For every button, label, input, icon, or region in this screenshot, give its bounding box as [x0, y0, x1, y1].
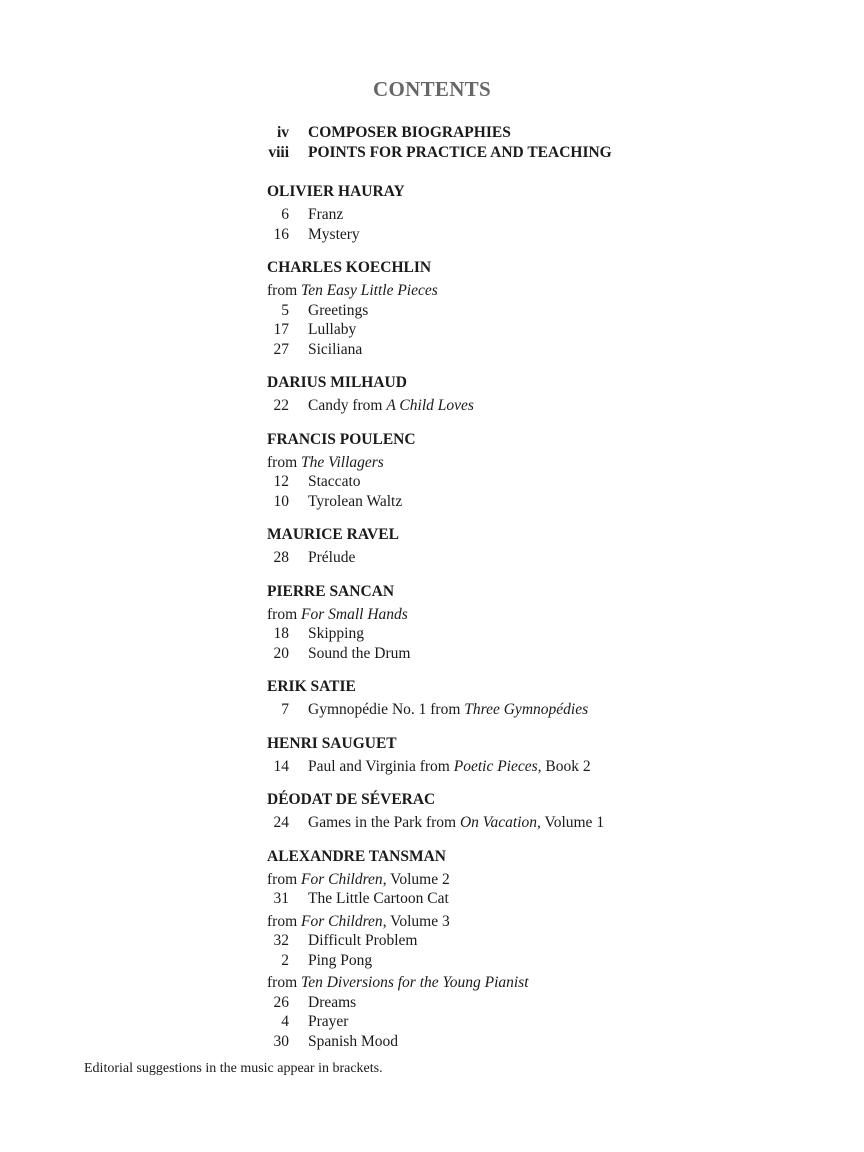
collection-line	[267, 453, 787, 473]
toc-entry[interactable]	[267, 340, 787, 360]
composer-section-poulenc	[267, 430, 787, 512]
from-label: from	[415, 757, 454, 775]
collection-line	[267, 605, 787, 625]
collection-title: Ten Easy Little Pieces	[301, 282, 438, 299]
volume-label: Book 2	[541, 757, 591, 775]
composer-name: PIERRE SANCAN	[267, 582, 395, 600]
composer-name: OLIVIER HAURAY	[267, 183, 405, 200]
piece-title: Siciliana	[308, 340, 363, 358]
piece-title: Sound the Drum	[308, 644, 411, 662]
toc-entry[interactable]	[267, 320, 787, 340]
page-number: 26	[273, 993, 289, 1011]
toc-entry[interactable]	[267, 396, 787, 416]
page-number: 27	[273, 340, 289, 358]
collection-title: Poetic Pieces,	[453, 757, 542, 775]
piece-title: Tyrolean Waltz	[308, 492, 403, 510]
collection-line	[267, 281, 787, 301]
piece-title: The Little Cartoon Cat	[308, 890, 449, 907]
collection-title: On Vacation,	[459, 814, 541, 831]
composer-section-tansman	[267, 847, 787, 1052]
page-number: 2	[281, 951, 289, 969]
page-number: 17	[273, 321, 289, 338]
piece-title: Mystery	[308, 225, 360, 243]
page-number: 18	[273, 625, 289, 642]
composer-section-severac	[267, 790, 787, 833]
entry-title: COMPOSER BIOGRAPHIES	[308, 124, 511, 141]
piece-title: Staccato	[308, 473, 361, 490]
toc-entry[interactable]	[267, 225, 787, 245]
toc-entry[interactable]	[267, 624, 787, 644]
toc-entry[interactable]	[267, 700, 787, 720]
page-number: 4	[281, 1013, 289, 1030]
volume-label: , Volume 3	[382, 912, 450, 930]
piece-title	[308, 813, 604, 833]
collection-line	[267, 973, 787, 993]
composer-section-hauray	[267, 182, 787, 244]
from-label: from	[267, 282, 302, 299]
page-number: viii	[268, 143, 289, 161]
from-label: from	[267, 974, 302, 991]
toc-entry[interactable]	[267, 301, 787, 321]
toc-entry-points-for-practice[interactable]	[267, 143, 787, 163]
toc-entry[interactable]	[267, 951, 787, 971]
toc-entry[interactable]	[267, 548, 787, 568]
piece-title	[308, 396, 474, 416]
collection-title: Three Gymnopédies	[464, 701, 589, 718]
composer-section-ravel	[267, 525, 787, 568]
toc-entry[interactable]	[267, 931, 787, 951]
composer-section-sauguet	[267, 734, 787, 777]
volume-label: , Volume 2	[382, 870, 450, 888]
composer-section-sancan	[267, 582, 787, 664]
editorial-footnote: Editorial suggestions in the music appear in brackets.	[84, 1061, 383, 1076]
page-number: iv	[276, 124, 289, 141]
page-number: 31	[273, 890, 289, 907]
toc-entry[interactable]	[267, 492, 787, 512]
collection-title: The Villagers	[301, 453, 384, 471]
page-number: 24	[273, 814, 289, 831]
toc-entry[interactable]	[267, 205, 787, 225]
piece-name: Candy	[308, 397, 349, 414]
piece-title: Prayer	[308, 1013, 349, 1030]
toc-entry-composer-biographies[interactable]	[267, 123, 787, 143]
from-label: from	[267, 605, 302, 623]
toc-entry[interactable]	[267, 1012, 787, 1032]
collection-line	[267, 912, 787, 932]
collection-title: A Child Loves	[386, 397, 474, 414]
page-number: 5	[281, 301, 289, 319]
piece-name: Gymnopédie No. 1	[308, 701, 427, 718]
entry-title: POINTS FOR PRACTICE AND TEACHING	[308, 143, 612, 161]
collection-title: For Small Hands	[301, 605, 408, 623]
page-number: 22	[273, 397, 289, 414]
from-label: from	[422, 814, 460, 831]
from-label: from	[267, 453, 302, 471]
from-label: from	[267, 870, 302, 888]
collection-title: For Children	[301, 870, 383, 888]
from-label: from	[348, 397, 387, 414]
page-number: 28	[273, 549, 289, 566]
composer-section-satie	[267, 677, 787, 720]
page-title: CONTENTS	[373, 77, 491, 101]
page-number: 10	[273, 492, 289, 510]
composer-name: MAURICE RAVEL	[267, 526, 399, 543]
composer-section-milhaud	[267, 373, 787, 416]
table-of-contents	[267, 123, 787, 1051]
from-label: from	[267, 912, 302, 930]
page-number: 7	[281, 701, 289, 718]
toc-entry[interactable]	[267, 889, 787, 909]
page-number: 14	[273, 757, 289, 775]
composer-name: FRANCIS POULENC	[267, 430, 416, 448]
piece-title: Greetings	[308, 301, 369, 319]
composer-name: HENRI SAUGUET	[267, 734, 397, 752]
toc-entry[interactable]	[267, 1032, 787, 1052]
toc-entry[interactable]	[267, 813, 787, 833]
piece-title	[308, 700, 588, 720]
piece-title: Prélude	[308, 549, 356, 566]
page-number: 30	[273, 1032, 289, 1050]
collection-title: Ten Diversions for the Young Pianist	[301, 974, 529, 991]
collection-line	[267, 870, 787, 890]
piece-title: Franz	[308, 206, 344, 223]
composer-name: DÉODAT DE SÉVERAC	[267, 791, 436, 808]
composer-name: ERIK SATIE	[267, 678, 356, 695]
piece-name: Games in the Park	[308, 814, 423, 831]
piece-title: Spanish Mood	[308, 1032, 398, 1050]
toc-entry[interactable]	[267, 472, 787, 492]
page-number: 16	[273, 225, 289, 243]
composer-section-koechlin	[267, 258, 787, 359]
piece-title: Ping Pong	[308, 951, 373, 969]
piece-title: Skipping	[308, 625, 364, 642]
from-label: from	[426, 701, 465, 718]
piece-title: Lullaby	[308, 321, 357, 338]
toc-entry[interactable]	[267, 993, 787, 1013]
collection-title: For Children	[301, 912, 383, 930]
composer-name: ALEXANDRE TANSMAN	[267, 847, 446, 865]
page-number: 20	[273, 644, 289, 662]
page-number: 32	[273, 932, 289, 949]
toc-entry[interactable]	[267, 757, 787, 777]
volume-label: Volume 1	[540, 814, 605, 831]
piece-title: Difficult Problem	[308, 932, 418, 949]
piece-name: Paul and Virginia	[308, 757, 416, 775]
composer-name: DARIUS MILHAUD	[267, 374, 407, 391]
toc-entry[interactable]	[267, 644, 787, 664]
composer-name: CHARLES KOECHLIN	[267, 259, 432, 276]
page-number: 6	[281, 206, 289, 223]
piece-title: Dreams	[308, 993, 357, 1011]
piece-title	[308, 757, 591, 777]
page-number: 12	[273, 473, 289, 490]
